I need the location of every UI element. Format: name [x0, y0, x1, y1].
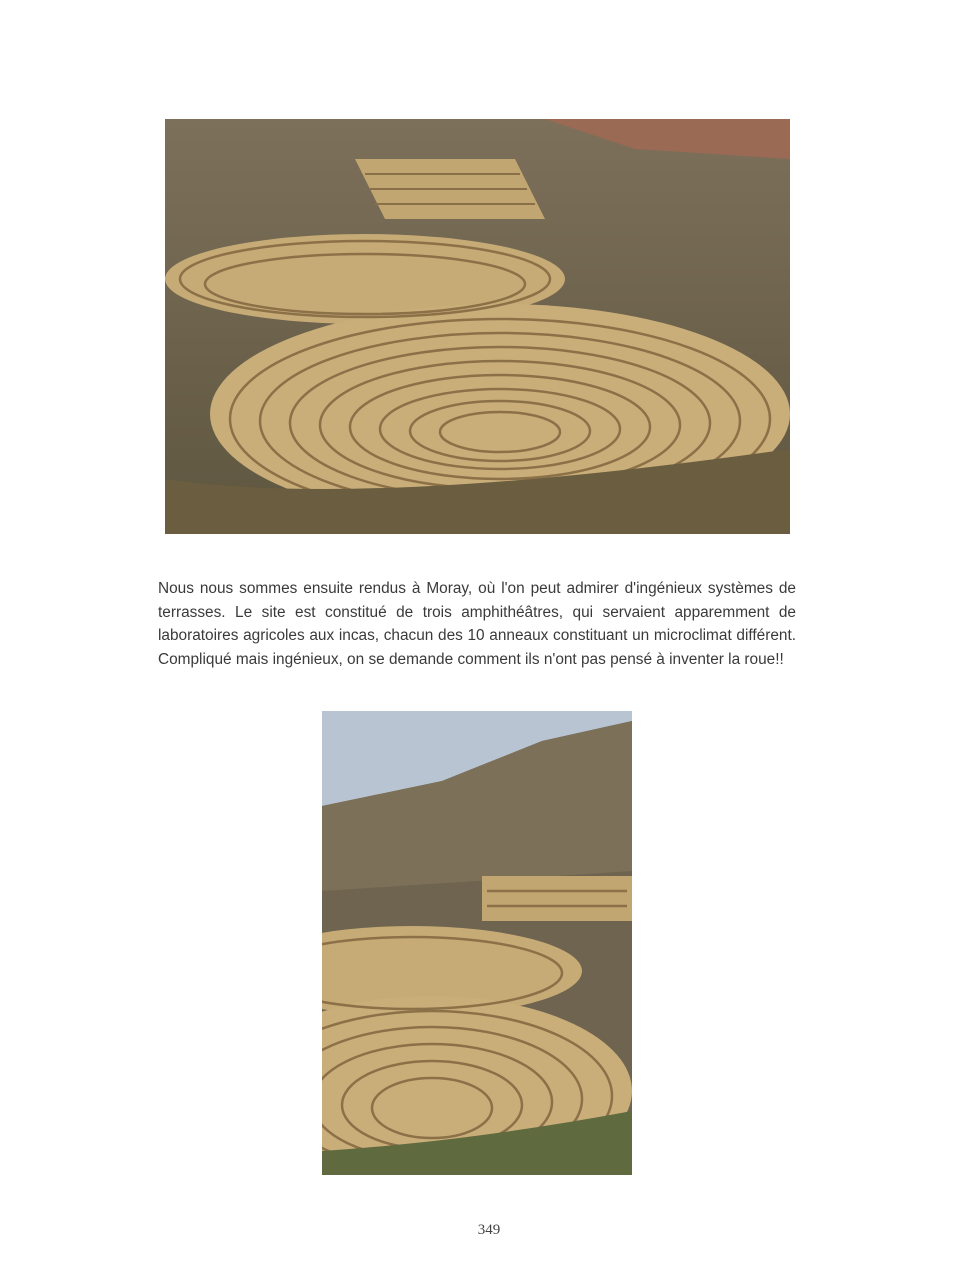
body-paragraph: Nous nous sommes ensuite rendus à Moray, où l'on peut admirer d'ingénieux systèmes de terrasses. Le site est constitué de trois amphithéâtres, qui servaient apparemment de laboratoires agricoles aux incas, chacun des 10 anneaux constituant un microclimat différent. Compliqué mais ingénieux, on se demande comment ils n'ont pas pensé à inventer la roue!! [158, 580, 796, 668]
photo-moray-terraces-landscape [165, 119, 790, 534]
photo-moray-terraces-portrait [322, 711, 632, 1175]
page-number: 349 [477, 1222, 501, 1238]
